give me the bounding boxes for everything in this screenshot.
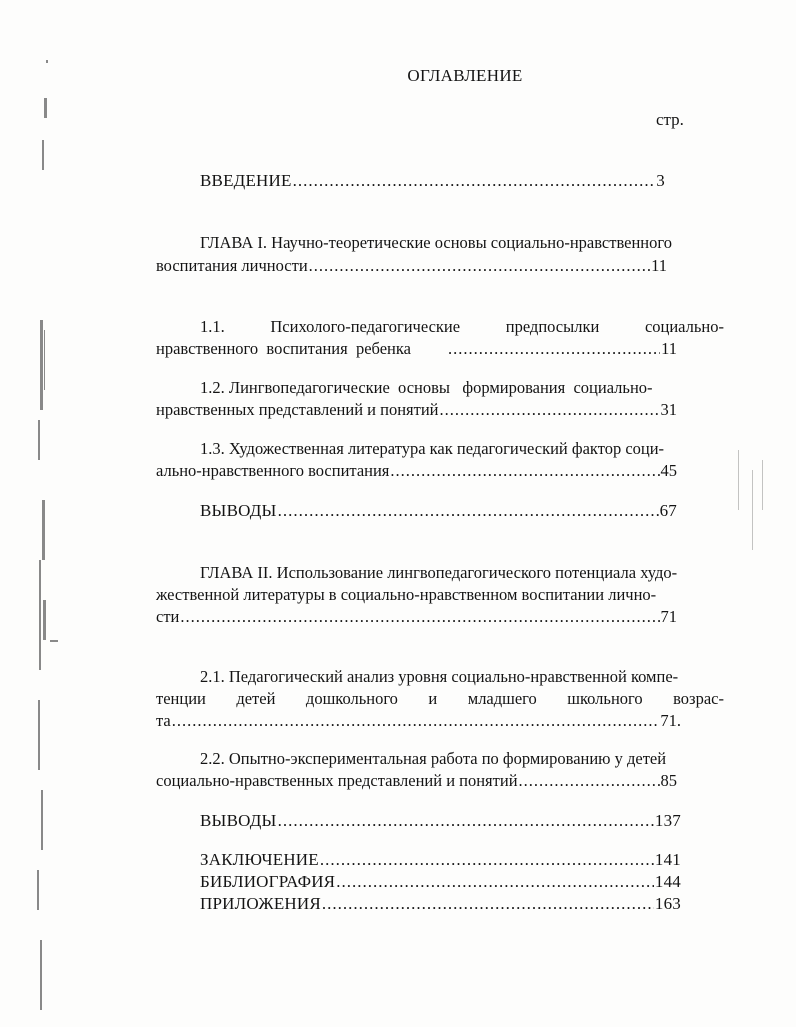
toc-entry-s11-line1[interactable] (200, 316, 724, 338)
toc-entry-conclusion[interactable] (200, 849, 681, 871)
toc-entry-conclusions-1[interactable] (200, 500, 677, 522)
toc-label: нравственного воспитания ребенка (156, 339, 411, 358)
toc-page-number: 11 (661, 339, 677, 358)
toc-page-number: 71. (660, 711, 681, 730)
toc-word: дошкольного (305, 689, 398, 708)
dot-leader (439, 399, 659, 421)
toc-page-number: 144 (654, 872, 681, 891)
toc-word: младшего (467, 689, 537, 708)
scan-edge-artifact-right (728, 430, 778, 590)
dot-leader (180, 606, 659, 628)
page-column-label: стр. (656, 110, 684, 129)
dot-leader (322, 893, 654, 915)
toc-entry-s21-line2[interactable] (156, 688, 724, 710)
toc-label: ально-нравственного воспитания (156, 461, 390, 480)
toc-entry-ch2-line1[interactable]: ГЛАВА II. Использование лингвопедагогического потенциала худо- (200, 563, 678, 582)
toc-entry-s12-line1[interactable]: 1.2. Лингвопедагогические основы формирования социально- (200, 378, 653, 397)
toc-label: БИБЛИОГРАФИЯ (200, 872, 336, 891)
toc-entry-appendix[interactable] (200, 893, 681, 915)
toc-page-number: 141 (654, 850, 681, 869)
dot-leader (336, 871, 654, 893)
dot-leader (293, 170, 656, 192)
toc-page-number: 85 (660, 771, 677, 790)
toc-label: воспитания личности (156, 256, 308, 275)
toc-entry-s11[interactable] (156, 338, 677, 360)
toc-entry-ch2[interactable] (156, 606, 677, 628)
toc-entry-bibliography[interactable] (200, 871, 681, 893)
toc-label: ПРИЛОЖЕНИЯ (200, 894, 321, 913)
toc-label: ЗАКЛЮЧЕНИЕ (200, 850, 319, 869)
toc-entry-ch1[interactable] (156, 255, 667, 277)
section-number: 1.1. (200, 317, 225, 336)
toc-entry-s22-line1[interactable]: 2.2. Опытно-экспериментальная работа по формированию у детей (200, 749, 667, 768)
toc-page-number: 137 (654, 811, 681, 830)
toc-label: ВВЕДЕНИЕ (200, 171, 292, 190)
toc-word: тенции (156, 689, 206, 708)
dot-leader (448, 338, 660, 360)
toc-label: сти (156, 607, 180, 626)
toc-entry-s12[interactable] (156, 399, 677, 421)
dot-leader (519, 770, 660, 792)
toc-word: Психолого-педагогические (270, 317, 461, 336)
toc-label: ВЫВОДЫ (200, 501, 277, 520)
toc-entry-s21[interactable] (156, 710, 681, 732)
toc-word: возрас- (673, 689, 724, 708)
dot-leader (390, 460, 659, 482)
dot-leader (320, 849, 654, 871)
toc-word: предпосылки (505, 317, 600, 336)
toc-page-number: 67 (659, 501, 677, 520)
toc-entry-s13[interactable] (156, 460, 677, 482)
toc-entry-intro[interactable] (200, 170, 665, 192)
scan-edge-artifact (30, 0, 70, 1027)
toc-entry-conclusions-2[interactable] (200, 810, 681, 832)
toc-label: ВЫВОДЫ (200, 811, 277, 830)
toc-page-number: 3 (656, 171, 665, 190)
dot-leader (278, 810, 654, 832)
toc-entry-s22[interactable] (156, 770, 677, 792)
toc-page-number: 45 (660, 461, 677, 480)
toc-label: социально-нравственных представлений и понятий (156, 771, 518, 790)
toc-page-number: 163 (654, 894, 681, 913)
toc-word: детей (236, 689, 276, 708)
toc-entry-s21-line1[interactable]: 2.1. Педагогический анализ уровня социально-нравственной компе- (200, 667, 679, 686)
toc-page-number: 11 (651, 256, 667, 275)
toc-word: школьного (567, 689, 643, 708)
toc-page-number: 31 (660, 400, 677, 419)
toc-label: та (156, 711, 171, 730)
toc-entry-ch1-line1[interactable]: ГЛАВА I. Научно-теоретические основы социально-нравственного (200, 233, 672, 252)
dot-leader (172, 710, 660, 732)
toc-word: социально- (644, 317, 724, 336)
toc-page-number: 71 (660, 607, 677, 626)
dot-leader (309, 255, 650, 277)
page-title: ОГЛАВЛЕНИЕ (407, 66, 523, 85)
toc-word: и (428, 689, 438, 708)
toc-entry-s13-line1[interactable]: 1.3. Художественная литература как педагогический фактор соци- (200, 439, 665, 458)
toc-entry-ch2-line2[interactable]: жественной литературы в социально-нравственном воспитании личнo- (156, 585, 657, 604)
toc-label: нравственных представлений и понятий (156, 400, 439, 419)
dot-leader (278, 500, 659, 522)
